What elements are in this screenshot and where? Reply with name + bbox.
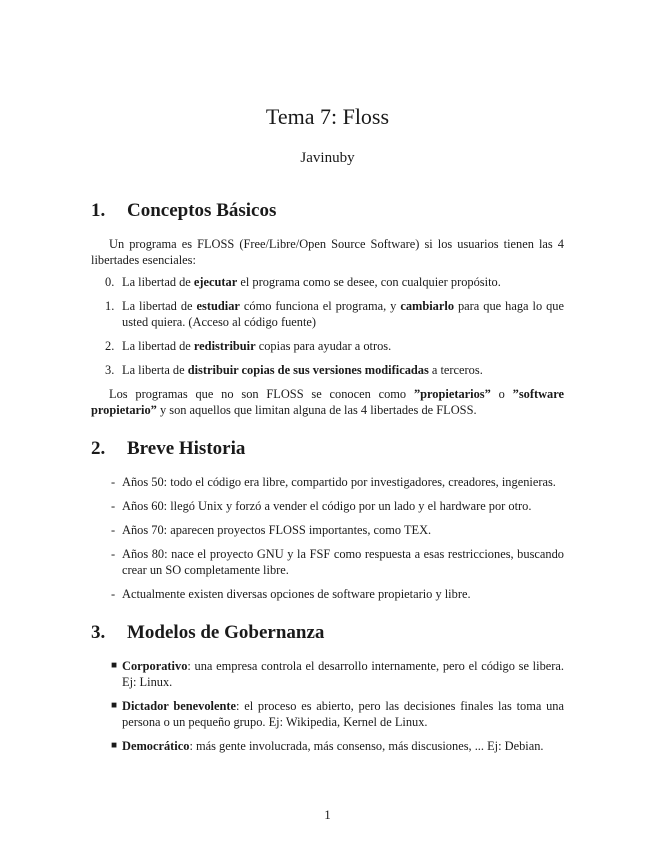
section-heading [91,198,564,224]
outro-bold: ”software propietario” [91,387,565,417]
item-text: : una empresa controla el desarrollo internamente, pero el código se libera. Ej: Linux. [122,659,564,689]
freedoms-list [91,274,564,378]
list-marker: - [111,475,116,489]
page-number: 1 [324,807,331,822]
list-marker: 3. [105,363,115,377]
list-item [91,298,564,330]
item-bold: Dictador benevolente [122,699,236,713]
list-marker: 2. [105,339,115,353]
list-item [91,698,564,730]
list-item [91,498,564,514]
item-text: Años 80: nace el proyecto GNU y la FSF como respuesta a esas restricciones, buscando crear un SO completamente libre. [122,547,564,577]
item-text: a terceros. [428,363,483,377]
bullet-icon: ■ [111,660,118,671]
list-marker: 1. [105,299,115,313]
outro-text: y son aquellos que limitan alguna de las 4 libertades de FLOSS. [156,403,477,417]
item-bold: Corporativo [122,659,188,673]
list-marker: - [111,499,116,513]
bullet-icon: ■ [111,740,118,751]
document-author: Javinuby [300,150,355,166]
history-list [91,474,564,602]
list-item [91,586,564,602]
section-outro [91,386,564,418]
list-item [91,338,564,354]
list-marker: - [111,587,116,601]
item-text: La liberta de [122,363,188,377]
item-bold: redistribuir [193,339,256,353]
section-intro: Un programa es FLOSS (Free/Libre/Open Source Software) si los usuarios tienen las 4 libertades esenciales: [91,237,564,267]
list-marker: 0. [105,275,115,289]
item-bold: estudiar [196,299,240,313]
item-bold: distribuir copias de sus versiones modificadas [187,363,429,377]
item-text: Actualmente existen diversas opciones de software propietario y libre. [122,587,471,601]
list-item [91,546,564,578]
section-heading [91,620,564,646]
list-marker: - [111,547,116,561]
item-text: La libertad de [122,275,194,289]
item-text: para que haga lo que usted quiera. (Acceso al código fuente) [122,299,564,329]
section-title: Conceptos Básicos [127,200,277,221]
item-text: : el proceso es abierto, pero las decisiones finales las toma una persona o un pequeño grupo. Ej: Wikipedia, Kernel de Linux. [122,699,564,729]
section-title: Modelos de Gobernanza [127,622,325,643]
item-text: copias para ayudar a otros. [255,339,392,353]
bullet-icon: ■ [111,700,118,711]
item-text: Años 60: llegó Unix y forzó a vender el código por un lado y el hardware por otro. [122,499,532,513]
outro-text: Los programas que no son FLOSS se conocen como [109,387,414,401]
governance-list [91,658,564,754]
section-number: 1. [91,200,106,221]
section-title: Breve Historia [127,438,246,459]
list-marker: - [111,523,116,537]
item-text: Años 70: aparecen proyectos FLOSS importantes, como TEX. [122,523,432,537]
item-text: el programa como se desee, con cualquier propósito. [237,275,501,289]
list-item [91,362,564,378]
section-number: 3. [91,622,106,643]
list-item [91,738,564,754]
item-text: La libertad de [122,299,197,313]
list-item [91,658,564,690]
section-number: 2. [91,438,106,459]
list-item [91,474,564,490]
item-text: La libertad de [122,339,194,353]
document-body [91,198,564,768]
item-bold: Democrático [122,739,190,753]
list-item [91,522,564,538]
item-bold: cambiarlo [400,299,455,313]
section-modelos-gobernanza [91,620,564,754]
item-bold: ejecutar [193,275,238,289]
item-text: : más gente involucrada, más consenso, más discusiones, ... Ej: Debian. [189,739,544,753]
section-breve-historia [91,436,564,602]
section-heading [91,436,564,462]
outro-bold: ”propietarios” [413,387,491,401]
item-text: Años 50: todo el código era libre, compartido por investigadores, creadores, ingenieras. [122,475,556,489]
section-conceptos-basicos [91,198,564,418]
item-text: cómo funciona el programa, y [239,299,401,313]
document-title: Tema 7: Floss [265,104,390,129]
outro-text: o [490,387,513,401]
list-item [91,274,564,290]
